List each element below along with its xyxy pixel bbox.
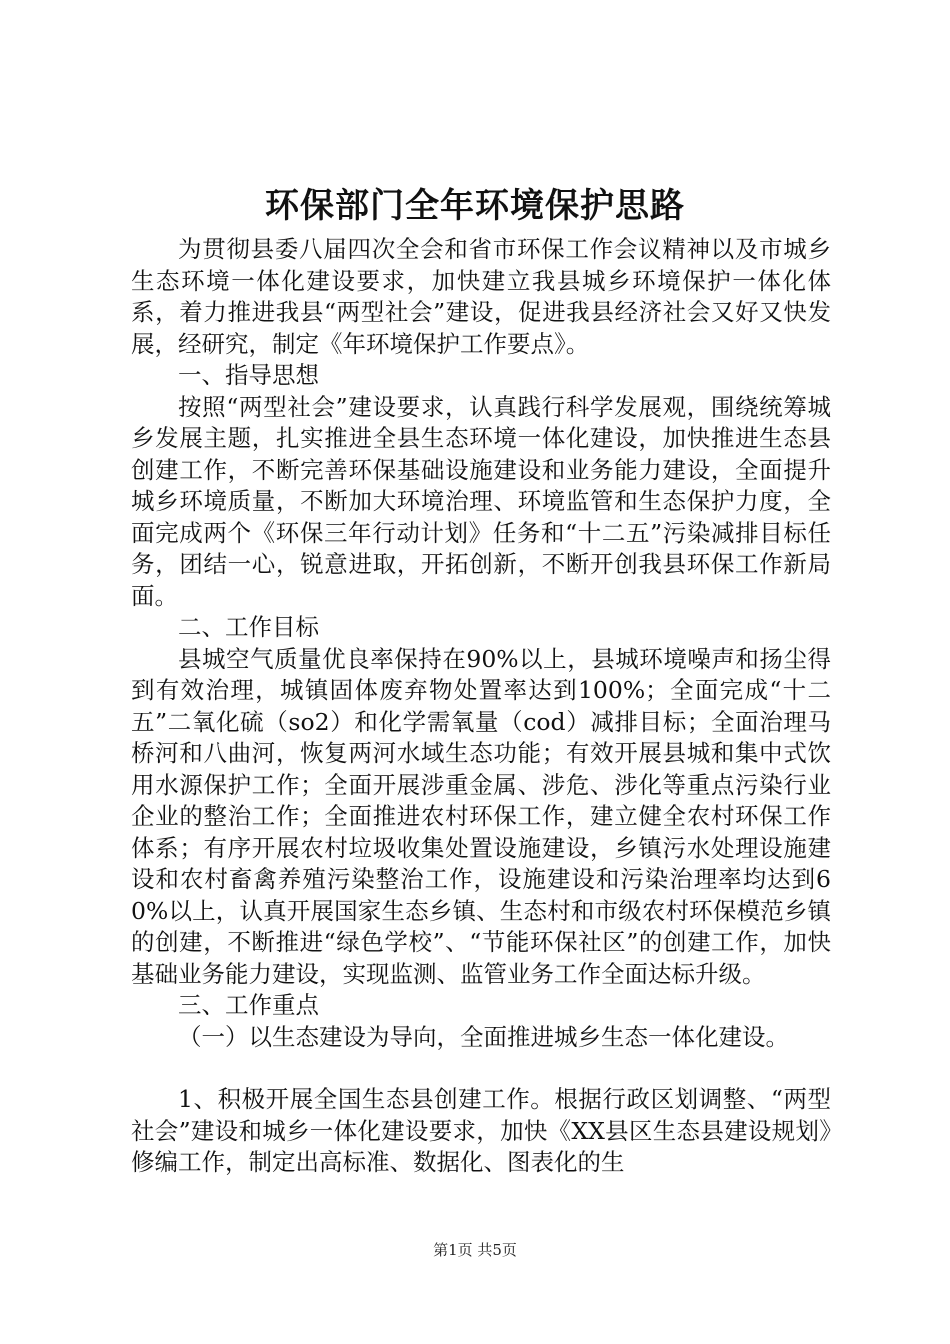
work-goals-paragraph: 县城空气质量优良率保持在90%以上，县城环境噪声和扬尘得到有效治理，城镇固体废弃物处置率达到100%；全面完成“十二五”二氧化硫（so2）和化学需氧量（cod）减排目标；全面治理马桥河和八曲河，恢复两河水域生态功能；有效开展县城和集中式饮用水源保护工作；全面开展涉重金属、涉危、涉化等重点污染行业企业的整治工作；全面推进农村环保工作，建立健全农村环保工作体系；有序开展农村垃圾收集处置设施建设，乡镇污水处理设施建设和农村畜禽养殖污染整治工作，设施建设和污染治理率均达到60%以上，认真开展国家生态乡镇、生态村和市级农村环保模范乡镇的创建，不断推进“绿色学校”、“节能环保社区”的创建工作，加快基础业务能力建设，实现监测、监管业务工作全面达标升级。 xyxy=(131,644,831,988)
work-focus-subheading: （一）以生态建设为导向，全面推进城乡生态一体化建设。 xyxy=(178,1022,789,1051)
document-body xyxy=(131,234,831,1179)
work-focus-item-1: 1、积极开展全国生态县创建工作。根据行政区划调整、“两型社会”建设和城乡一体化建设要求，加快《XX县区生态县建设规划》修编工作，制定出高标准、数据化、图表化的生 xyxy=(131,1085,831,1176)
guiding-thought-paragraph: 按照“两型社会”建设要求，认真践行科学发展观，围绕统筹城乡发展主题，扎实推进全县生态环境一体化建设，加快推进生态县创建工作，不断完善环保基础设施建设和业务能力建设，全面提升城乡环境质量，不断加大环境治理、环境监管和生态保护力度，全面完成两个《环保三年行动计划》任务和“十二五”污染减排目标任务，团结一心，锐意进取，开拓创新，不断开创我县环保工作新局面。 xyxy=(131,392,831,610)
page-footer: 第1页 共5页 xyxy=(433,1241,517,1259)
section-heading-work-focus: 三、工作重点 xyxy=(178,991,319,1019)
section-heading-work-goals: 二、工作目标 xyxy=(178,613,319,641)
section-heading-guiding-thought: 一、指导思想 xyxy=(178,361,319,389)
document-title: 环保部门全年环境保护思路 xyxy=(265,186,685,226)
intro-paragraph: 为贯彻县委八届四次全会和省市环保工作会议精神以及市城乡生态环境一体化建设要求，加快建立我县城乡环境保护一体化体系，着力推进我县“两型社会”建设，促进我县经济社会又好又快发展，经研究，制定《年环境保护工作要点》。 xyxy=(131,235,831,358)
